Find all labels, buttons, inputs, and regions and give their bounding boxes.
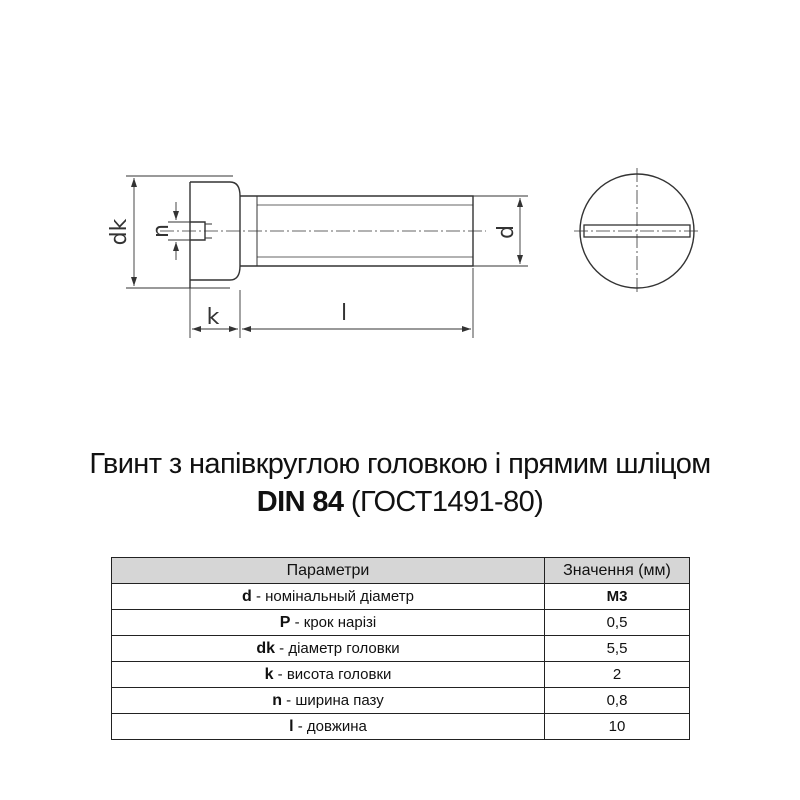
standard-reference: (ГОСТ1491-80) [350,486,544,518]
parameters-table [111,557,690,740]
dim-label-n: n [149,224,174,238]
param-description: - висота головки [273,666,392,683]
header-values: Значення (мм) [545,558,690,584]
header-parameters: Параметри [112,558,545,584]
param-symbol: d [242,588,252,605]
param-name-cell [112,714,545,740]
table-row [112,584,690,610]
param-name-cell [112,662,545,688]
param-name-cell [112,688,545,714]
param-description: - довжина [293,718,367,735]
param-description: - ширина пазу [282,692,384,709]
param-description: - крок нарізі [290,614,377,631]
dim-label-dk: dk [107,218,132,246]
dim-label-l: l [340,301,348,326]
param-name-cell [112,610,545,636]
side-view [160,176,486,288]
param-name-cell [112,584,545,610]
param-value-cell: 2 [545,662,690,688]
dim-label-d: d [494,225,519,239]
param-symbol: l [289,718,294,735]
param-description: - діаметр головки [275,640,400,657]
table-row [112,688,690,714]
table-row [112,662,690,688]
param-value-cell: 5,5 [545,636,690,662]
param-value-cell: 0,8 [545,688,690,714]
param-symbol: dk [256,640,276,657]
param-symbol: n [272,692,282,709]
front-view [574,168,700,294]
param-symbol: k [264,666,274,683]
table-header-row [112,558,690,584]
standard-line [0,486,800,519]
screw-head-outline [190,182,240,288]
param-value-cell: M3 [545,584,690,610]
standard-code: DIN 84 [256,486,344,518]
dimension-labels [107,218,519,330]
table-row [112,636,690,662]
product-title: Гвинт з напівкруглою головкою і прямим шліцом [89,448,711,480]
table-row [112,714,690,740]
param-value-cell: 0,5 [545,610,690,636]
param-name-cell [112,636,545,662]
table-row [112,610,690,636]
param-description: - номінальный діаметр [251,588,414,605]
param-value-cell: 10 [545,714,690,740]
dim-label-k: k [206,305,220,330]
param-symbol: P [279,614,291,631]
